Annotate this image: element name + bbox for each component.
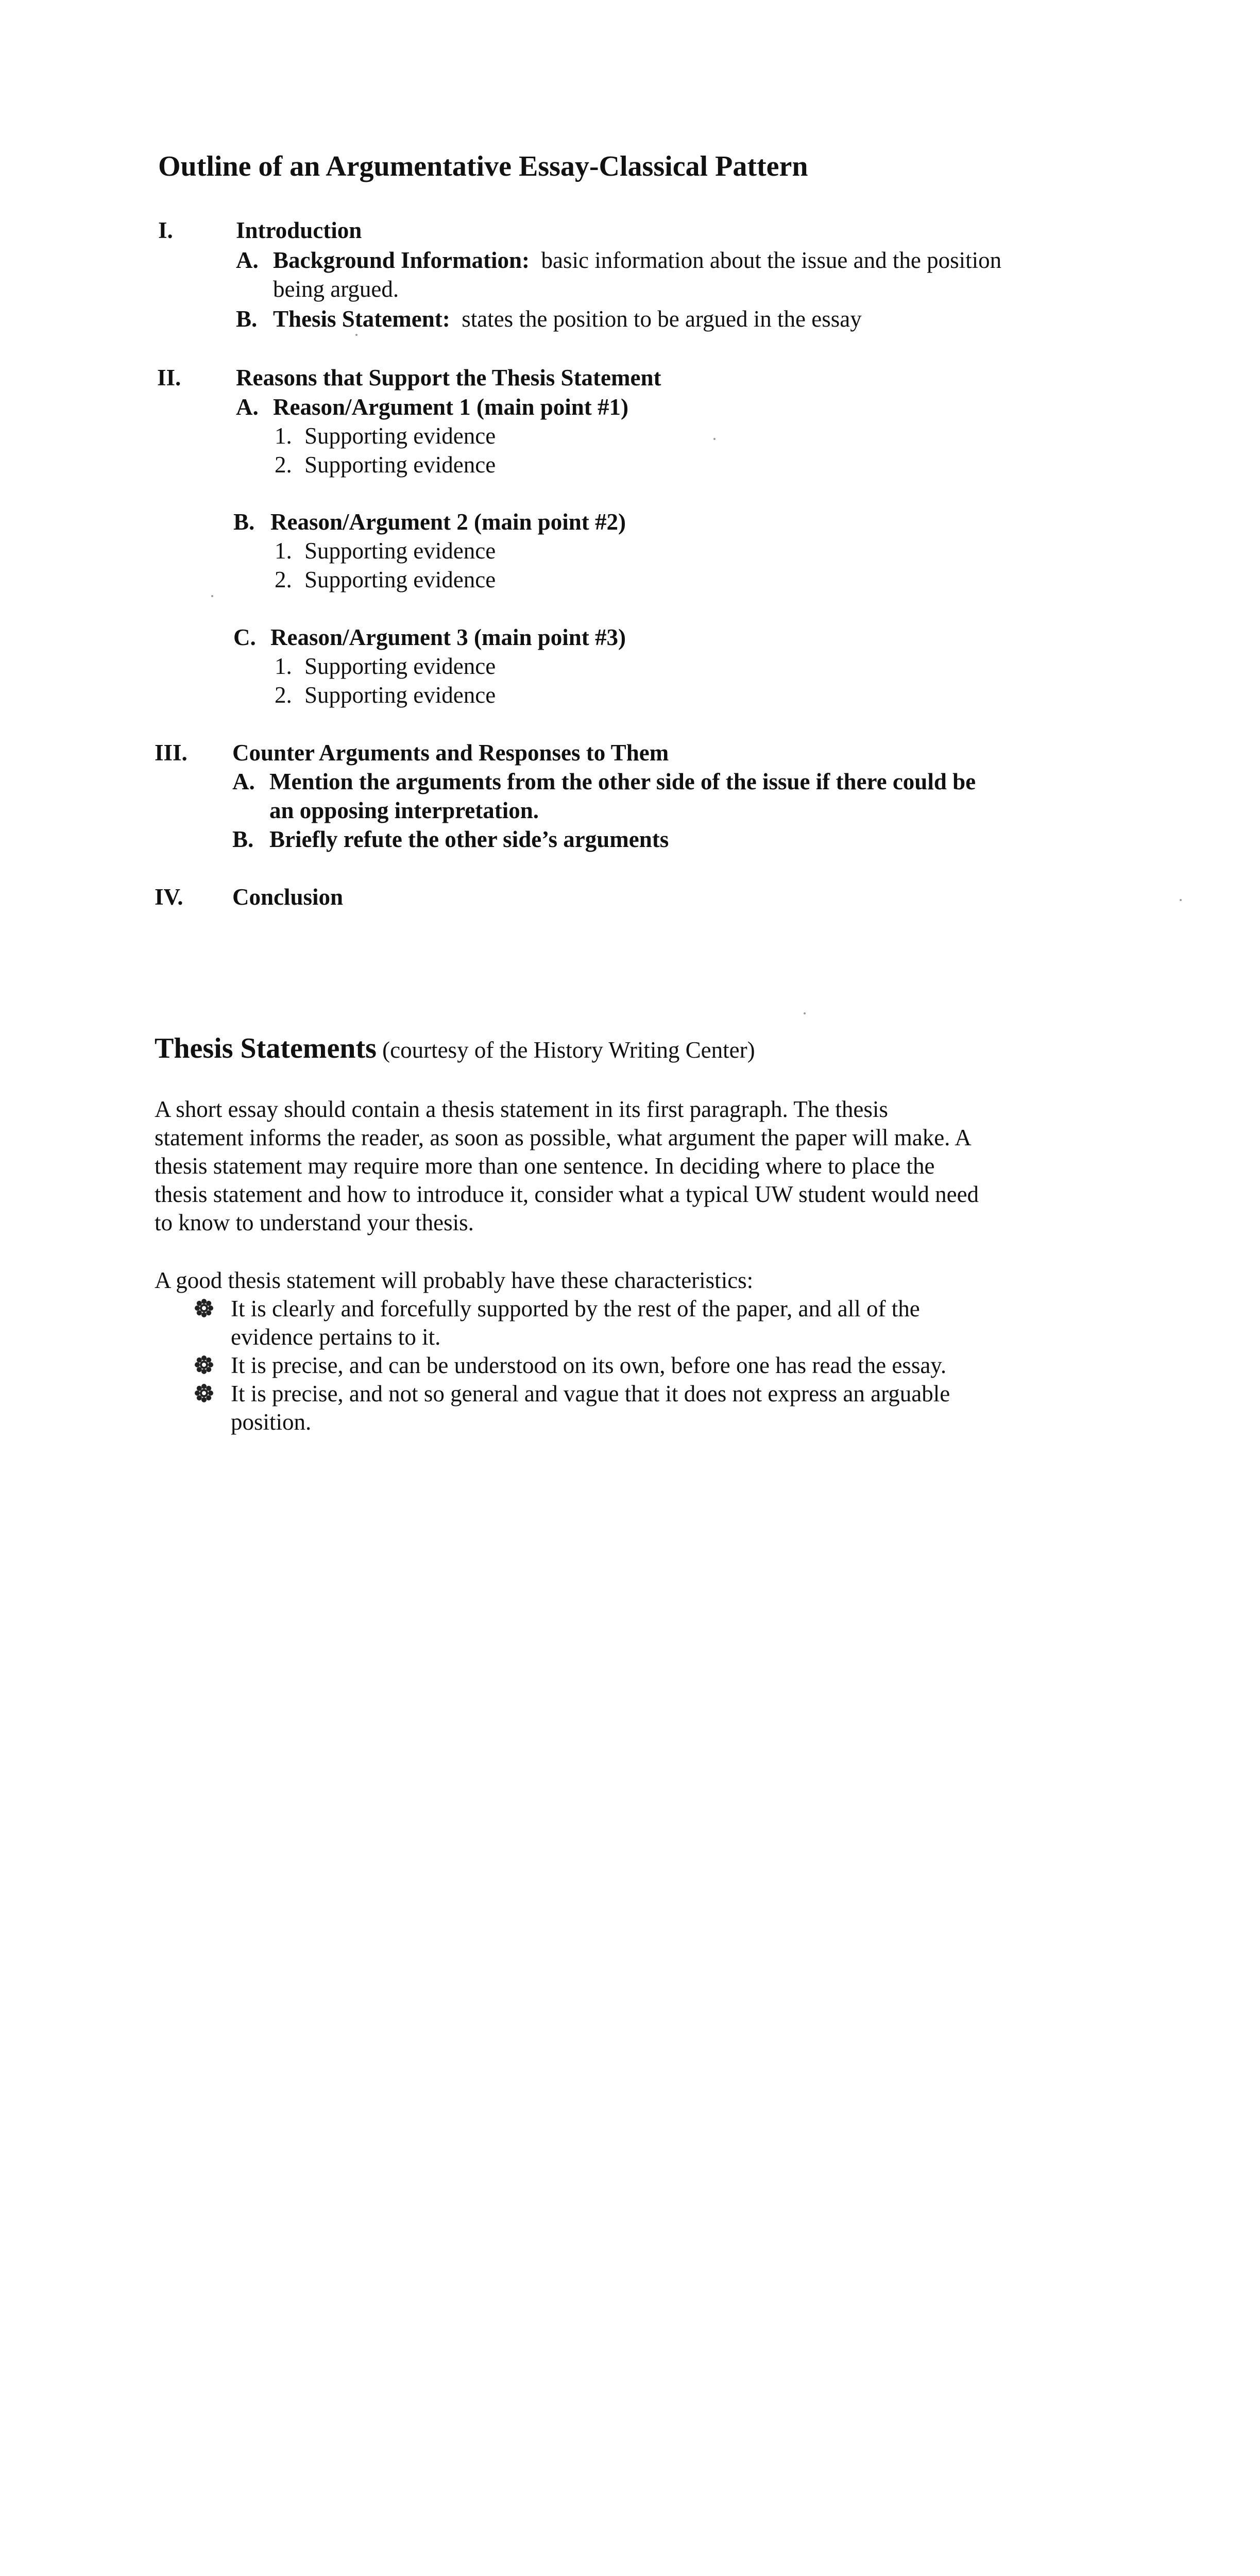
evidence-text: Supporting evidence <box>304 682 496 708</box>
item-text: basic information about the issue and the position <box>541 247 1002 273</box>
paragraph-line: thesis statement and how to introduce it, consider what a typical UW student would need <box>155 1181 979 1207</box>
item-label: Reason/Argument 3 (main point #3) <box>270 624 626 650</box>
item-label: Mention the arguments from the other side of the issue if there could be <box>269 769 976 794</box>
item-letter: A. <box>236 394 259 420</box>
section-heading-conclusion: Conclusion <box>232 884 344 910</box>
item-content <box>273 246 1001 275</box>
evidence-text: Supporting evidence <box>304 423 496 449</box>
scan-speck <box>1180 899 1182 901</box>
paragraph-line: A short essay should contain a thesis statement in its first paragraph. The thesis <box>155 1096 888 1122</box>
section-heading-counter-arguments: Counter Arguments and Responses to Them <box>232 740 669 766</box>
outline-title: Outline of an Argumentative Essay-Classical Pattern <box>158 150 808 182</box>
section-numeral-4: IV. <box>155 884 183 910</box>
evidence-number: 2. <box>275 682 292 708</box>
characteristic-text: evidence pertains to it. <box>231 1324 441 1350</box>
item-label: Thesis Statement: <box>273 306 450 332</box>
flower-bullet-icon <box>195 1355 213 1374</box>
paragraph-line: thesis statement may require more than one sentence. In deciding where to place the <box>155 1153 935 1179</box>
characteristic-text: It is clearly and forcefully supported by the rest of the paper, and all of the <box>231 1296 920 1321</box>
evidence-number: 2. <box>275 567 292 592</box>
paragraph-line: statement informs the reader, as soon as possible, what argument the paper will make. A <box>155 1125 972 1150</box>
evidence-text: Supporting evidence <box>304 538 496 564</box>
flower-bullet-icon <box>195 1299 213 1317</box>
item-letter: A. <box>232 769 255 794</box>
item-letter: B. <box>236 306 258 332</box>
item-letter: B. <box>232 826 254 852</box>
flower-bullet-icon <box>195 1384 213 1402</box>
thesis-heading: Thesis Statements <box>155 1032 377 1064</box>
item-label: Reason/Argument 1 (main point #1) <box>273 394 629 420</box>
evidence-text: Supporting evidence <box>304 653 496 679</box>
section-numeral-1: I. <box>158 217 173 243</box>
item-continuation: being argued. <box>273 276 399 302</box>
characteristic-text: It is precise, and not so general and vague that it does not express an arguable <box>231 1381 950 1406</box>
item-continuation: an opposing interpretation. <box>269 798 539 823</box>
evidence-text: Supporting evidence <box>304 452 496 478</box>
section-numeral-2: II. <box>157 365 181 391</box>
item-label: Background Information: <box>273 247 530 273</box>
item-letter: A. <box>236 247 259 273</box>
section-heading-reasons: Reasons that Support the Thesis Statement <box>236 365 661 391</box>
evidence-text: Supporting evidence <box>304 567 496 592</box>
scan-speck <box>713 438 716 440</box>
item-content <box>273 305 862 333</box>
evidence-number: 2. <box>275 452 292 478</box>
item-text: states the position to be argued in the essay <box>462 306 862 332</box>
scan-speck <box>804 1012 806 1014</box>
item-letter: C. <box>233 624 256 650</box>
characteristics-intro: A good thesis statement will probably have these characteristics: <box>155 1267 754 1293</box>
item-label: Briefly refute the other side’s arguments <box>269 826 669 852</box>
item-letter: B. <box>233 509 255 535</box>
characteristic-text: position. <box>231 1409 312 1435</box>
evidence-number: 1. <box>275 538 292 564</box>
thesis-title <box>155 1031 755 1067</box>
item-label: Reason/Argument 2 (main point #2) <box>270 509 626 535</box>
paragraph-line: to know to understand your thesis. <box>155 1210 474 1235</box>
characteristic-text: It is precise, and can be understood on its own, before one has read the essay. <box>231 1352 947 1378</box>
evidence-number: 1. <box>275 423 292 449</box>
thesis-subtitle: (courtesy of the History Writing Center) <box>382 1037 755 1063</box>
evidence-number: 1. <box>275 653 292 679</box>
section-heading-introduction: Introduction <box>236 217 362 243</box>
scan-speck <box>355 334 357 336</box>
section-numeral-3: III. <box>155 740 188 766</box>
scan-speck <box>211 595 213 597</box>
